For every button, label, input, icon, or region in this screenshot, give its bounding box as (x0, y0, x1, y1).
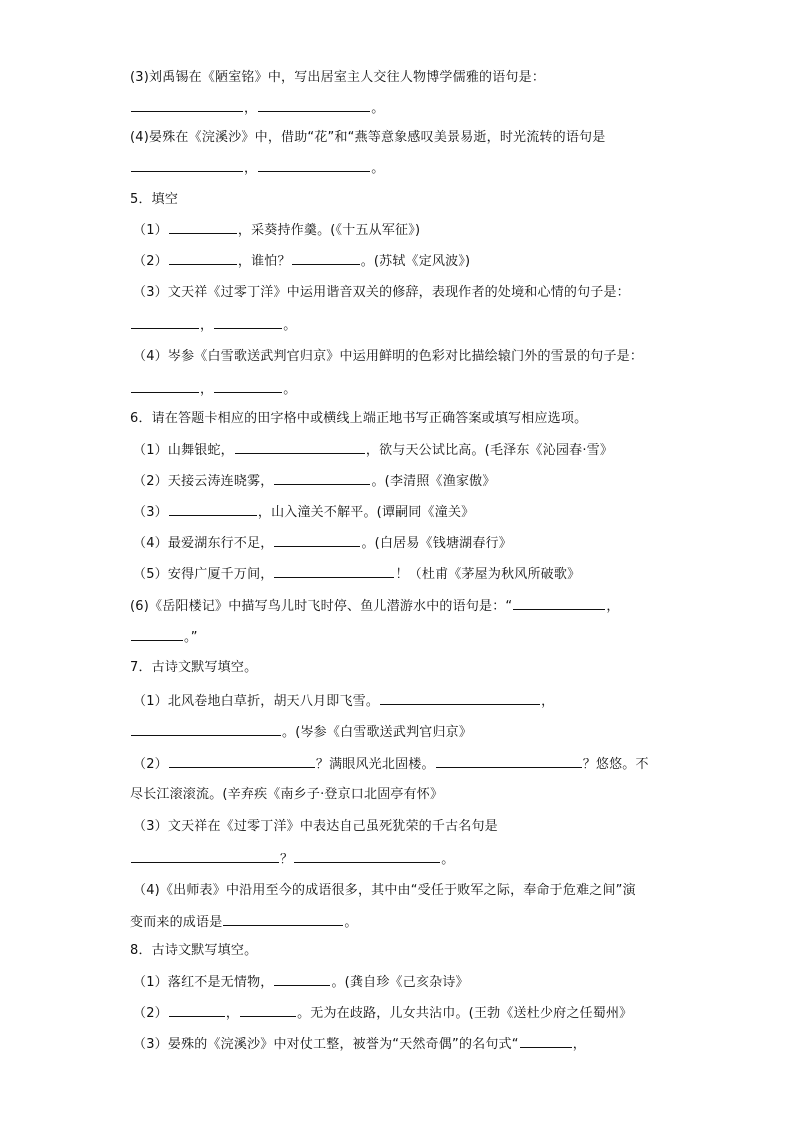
question-6-1: （1）山舞银蛇， ，欲与天公试比高。(毛泽东《沁园春·雪》 (133, 440, 613, 461)
question-5-1: （1） ，采葵持作羹。(《十五从军征》) (133, 220, 420, 241)
question-7-4: （4)《出师表》中沿用至今的成语很多，其中由“受任于败军之际，奉命于危难之间”演 (133, 883, 636, 898)
blank[interactable] (214, 315, 282, 329)
question-8-3: （3）晏殊的《浣溪沙》中对仗工整，被誉为“天然奇偶”的名句式“ ， (133, 1034, 586, 1055)
blank[interactable] (131, 379, 199, 393)
question-7-2: （2） ？满眼风光北固楼。 ？悠悠。不 (133, 754, 649, 775)
question-6-2: （2）天接云涛连晓雾， 。(李清照《渔家傲》 (133, 471, 496, 492)
blank[interactable] (169, 754, 315, 768)
blank[interactable] (520, 1034, 572, 1048)
question-6-5: （5）安得广厦千万间， ！（杜甫《茅屋为秋风所破歌》 (133, 564, 580, 585)
question-6-heading: 6．请在答题卡相应的田字格中或横线上端正地书写正确答案或填写相应选项。 (130, 411, 588, 426)
blank[interactable] (294, 849, 440, 863)
blank[interactable] (380, 691, 540, 705)
blank[interactable] (131, 849, 279, 863)
question-6-3: （3） ，山入潼关不解平。(谭嗣同《潼关》 (133, 502, 474, 523)
question-7-3-answer-line: ？ 。 (130, 849, 454, 870)
blank[interactable] (131, 627, 183, 641)
blank[interactable] (258, 158, 370, 172)
question-8-1: （1）落红不是无情物， 。(龚自珍《己亥杂诗》 (133, 972, 469, 993)
question-7-heading: 7．古诗文默写填空。 (130, 660, 258, 675)
blank[interactable] (131, 158, 243, 172)
question-6-4: （4）最爱湖东行不足， 。(白居易《钱塘湖春行》 (133, 533, 512, 554)
blank[interactable] (131, 98, 243, 112)
blank[interactable] (274, 471, 370, 485)
question-8-2: （2） ， 。无为在歧路，儿女共沾巾。(王勃《送杜少府之任蜀州》 (133, 1003, 632, 1024)
question-5-heading: 5．填空 (130, 192, 179, 207)
blank[interactable] (436, 754, 582, 768)
blank[interactable] (240, 1003, 296, 1017)
question-7-1-b: 。(岑参《白雪歌送武判官归京》 (130, 722, 472, 743)
blank[interactable] (131, 315, 199, 329)
blank[interactable] (169, 251, 237, 265)
blank[interactable] (169, 502, 257, 516)
blank[interactable] (169, 1003, 225, 1017)
blank[interactable] (235, 440, 365, 454)
question-7-2-b: 尽长江滚滚流。(辛弃疾《南乡子·登京口北固亭有怀》 (130, 787, 444, 802)
blank[interactable] (513, 596, 605, 610)
blank[interactable] (214, 379, 282, 393)
blank[interactable] (131, 722, 281, 736)
question-7-1: （1）北风卷地白草折，胡天八月即飞雪。 ， (133, 691, 554, 712)
question-5-3-answer-line: ， 。 (130, 315, 296, 336)
question-7-4-b: 变而来的成语是 。 (130, 912, 358, 933)
blank[interactable] (274, 564, 394, 578)
blank[interactable] (169, 220, 237, 234)
question-4-3: (3)刘禹锡在《陋室铭》中，写出居室主人交往人物博学儒雅的语句是： (130, 70, 546, 85)
question-5-4: （4）岑参《白雪歌送武判官归京》中运用鲜明的色彩对比描绘辕门外的雪景的句子是： (133, 349, 644, 364)
question-8-heading: 8．古诗文默写填空。 (130, 943, 258, 958)
blank[interactable] (258, 98, 370, 112)
question-4-4-answer-line: ， 。 (130, 158, 384, 179)
question-5-3: （3）文天祥《过零丁洋》中运用谐音双关的修辞，表现作者的处境和心情的句子是： (133, 285, 630, 300)
blank[interactable] (274, 533, 360, 547)
question-6-6-end: 。” (130, 627, 198, 648)
question-7-3: （3）文天祥在《过零丁洋》中表达自己虽死犹荣的千古名句是 (133, 819, 498, 834)
blank[interactable] (292, 251, 360, 265)
question-5-2: （2） ，谁怕？ 。(苏轼《定风波》) (133, 251, 470, 272)
question-4-4: (4)晏殊在《浣溪沙》中，借助“花”和“燕等意象感叹美景易逝，时光流转的语句是 (130, 130, 606, 145)
blank[interactable] (274, 972, 330, 986)
question-5-4-answer-line: ， 。 (130, 379, 296, 400)
question-6-6: (6)《岳阳楼记》中描写鸟儿时飞时停、鱼儿潜游水中的语句是：“ ， (130, 596, 620, 617)
blank[interactable] (223, 912, 343, 926)
question-4-3-answer-line: ， 。 (130, 98, 384, 119)
